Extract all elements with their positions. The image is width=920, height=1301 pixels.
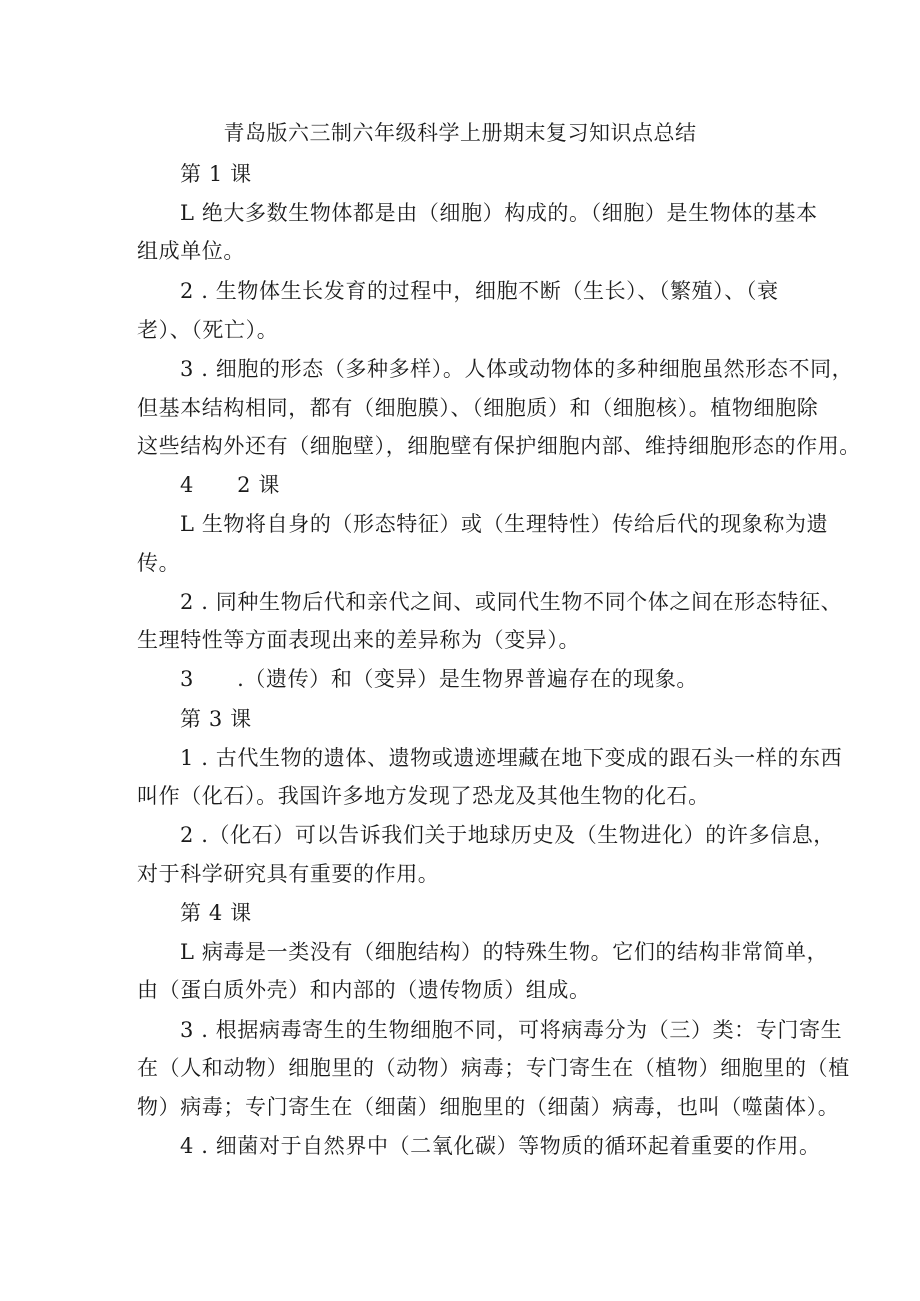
paragraph-line: 2 .（化石）可以告诉我们关于地球历史及（生物进化）的许多信息， bbox=[180, 823, 835, 847]
paragraph-line: 这些结构外还有（细胞壁），细胞壁有保护细胞内部、维持细胞形态的作用。 bbox=[137, 434, 861, 458]
paragraph-line: L 病毒是一类没有（细胞结构）的特殊生物。它们的结构非常简单， bbox=[180, 940, 829, 964]
paragraph-line: 叫作（化石）。我国许多地方发现了恐龙及其他生物的化石。 bbox=[137, 784, 710, 808]
paragraph-line: 对于科学研究具有重要的作用。 bbox=[137, 862, 440, 886]
lesson-heading: 4 2 课 bbox=[180, 473, 280, 497]
paragraph-line: 3 . 细胞的形态（多种多样）。人体或动物体的多种细胞虽然形态不同， bbox=[180, 357, 854, 381]
paragraph-line: L 生物将自身的（形态特征）或（生理特性）传给后代的现象称为遗 bbox=[180, 512, 829, 536]
paragraph-line: 3 .（遗传）和（变异）是生物界普遍存在的现象。 bbox=[180, 667, 699, 691]
paragraph-line: 1 . 古代生物的遗体、遗物或遗迹埋藏在地下变成的跟石头一样的东西 bbox=[180, 746, 843, 770]
lesson-heading: 第 1 课 bbox=[180, 162, 252, 186]
paragraph-line: L 绝大多数生物体都是由（细胞）构成的。（细胞）是生物体的基本 bbox=[180, 201, 818, 225]
paragraph-line: 4 . 细菌对于自然界中（二氧化碳）等物质的循环起着重要的作用。 bbox=[180, 1134, 821, 1158]
paragraph-line: 但基本结构相同，都有（细胞膜）、（细胞质）和（细胞核）。植物细胞除 bbox=[137, 396, 819, 420]
paragraph-line: 由（蛋白质外壳）和内部的（遗传物质）组成。 bbox=[137, 978, 591, 1002]
paragraph-line: 2 . 同种生物后代和亲代之间、或同代生物不同个体之间在形态特征、 bbox=[180, 590, 843, 614]
paragraph-line: 生理特性等方面表现出来的差异称为（变异）。 bbox=[137, 628, 581, 652]
lesson-heading: 第 4 课 bbox=[180, 901, 252, 925]
paragraph-line: 传。 bbox=[137, 551, 181, 575]
paragraph-line: 老）、（死亡）。 bbox=[137, 318, 279, 342]
paragraph-line: 组成单位。 bbox=[137, 239, 245, 263]
paragraph-line: 3 . 根据病毒寄生的生物细胞不同，可将病毒分为（三）类：专门寄生 bbox=[180, 1018, 843, 1042]
lesson-heading: 第 3 课 bbox=[180, 707, 252, 731]
paragraph-line: 2 . 生物体生长发育的过程中，细胞不断（生长）、（繁殖）、（衰 bbox=[180, 279, 779, 303]
paragraph-line: 在（人和动物）细胞里的（动物）病毒；专门寄生在（植物）细胞里的（植 bbox=[137, 1056, 850, 1080]
paragraph-line: 物）病毒；专门寄生在（细菌）细胞里的（细菌）病毒，也叫（噬菌体）。 bbox=[137, 1095, 840, 1119]
document-title: 青岛版六三制六年级科学上册期末复习知识点总结 bbox=[223, 121, 697, 145]
